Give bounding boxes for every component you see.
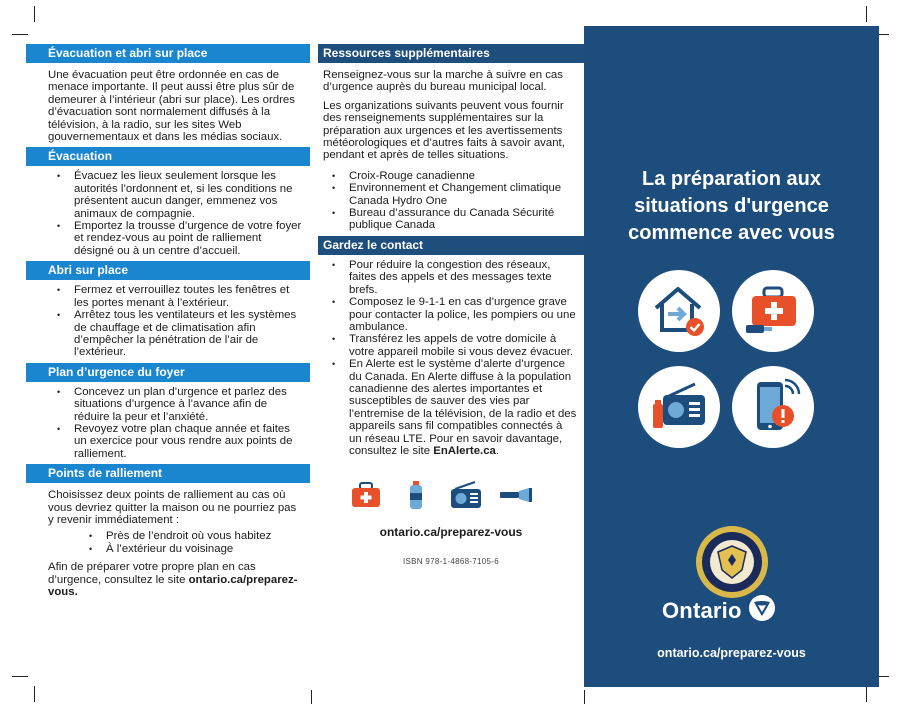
flashlight-icon [498,480,534,510]
cover-url[interactable]: ontario.ca/preparez-vous [657,646,806,660]
supplies-icon-row [318,461,584,511]
website-url[interactable]: ontario.ca/preparez-vous [379,525,523,540]
isbn: ISBN 978-1-4868-7105-6 [403,557,499,567]
list-item: • Transférez les appels de votre domicile à votre appareil mobile si vous devez évacuer. [349,333,578,358]
section-heading-plan: Plan d’urgence du foyer [26,363,310,382]
list-item: • Évacuez les lieux seulement lorsque les autorités l’ordonnent et, si les conditions ne présentent aucun danger, emmenez vos animaux de compagnie. [74,170,304,220]
cover-title-line: commence avec vous [628,222,835,244]
first-aid-kit-icon [348,480,384,510]
crop-mark [34,686,35,702]
abri-list [26,280,310,362]
crop-mark [866,686,867,702]
trillium-icon [748,594,776,627]
evacuation-abri-text: Une évacuation peut être ordonnée en cas de menace importante. Il peut aussi être plus sûr de demeurer à l’intérieur (abri sur place). Les ordres d’évacuation sont normalement diffusés à la télévision, à la radio, sur les sites Web gouvernementaux et dans les médias sociaux. [48,69,295,144]
cover-title-line: situations d'urgence [634,195,829,217]
column-middle [318,44,584,566]
crop-mark [34,6,35,22]
radio-icon [448,480,484,510]
ressources-p2: Les organizations suivants peuvent vous fournir des renseignements supplémentaires sur la préparation aux urgences et les avertissements météorologiques et d’autres faits à savoir avant, pendant et après de telles situations. [323,99,565,162]
points-list [26,530,310,559]
list-item: • Croix-Rouge canadienne [349,170,578,182]
ontario-wordmark: Ontario [662,597,742,623]
fold-mark [584,690,585,704]
enalerte-text: En Alerte est le système d’alerte d’urgence du Canada. En Alerte diffuse à la population canadienne des alertes importantes et susceptibles de sauver des vies par l’entremise de la télévision, de la radio et des appareils sans fil compatibles connectés à un réseau LTE. Pour en savoir davantage, consultez le site [349,358,577,457]
evacuation-list [26,166,310,261]
water-bottle-icon [398,480,434,510]
first-aid-kit-icon [732,270,814,352]
list-item: • Bureau d’assurance du Canada Sécurité publique Canada [349,207,578,232]
enalerte-link[interactable]: EnAlerte.ca [433,444,496,457]
list-item: • À l’extérieur du voisinage [106,543,304,555]
list-item: • Revoyez votre plan chaque année et faites un exercice pour vous rendre aux points de ralliement. [74,423,304,460]
radio-icon [638,366,720,448]
cover-title-line: La préparation aux [642,168,821,190]
section-heading-evacuation-abri: Évacuation et abri sur place [26,44,310,63]
plan-list [26,382,310,464]
section-heading-ressources: Ressources supplémentaires [318,44,584,63]
list-item: • Composez le 9-1-1 en cas d’urgence grave pour contacter la police, les pompiers ou une ambulance. [349,296,578,333]
list-item: • Arrêtez tous les ventilateurs et les systèmes de chauffage et de climatisation afin d’empêcher la pénétration de l’air de l’extérieur. [74,309,304,359]
ontario-crest-logo [694,524,770,600]
points-outro [26,559,310,602]
list-item: • Pour réduire la congestion des réseaux, faites des appels et des messages texte brefs. [349,259,578,296]
crop-mark [12,34,28,35]
cover-title [584,166,879,247]
contact-list [318,255,584,462]
cover-panel [584,26,879,687]
ressources-p1: Renseignez-vous sur la marche à suivre en cas d’urgence auprès du bureau municipal local. [323,69,563,94]
column-left [26,44,310,602]
list-item: • Emportez la trousse d’urgence de votre foyer et rendez-vous au point de ralliement désigné ou à un centre d’accueil. [74,220,304,257]
list-item: • Environnement et Changement climatique Canada Hydro One [349,182,578,207]
points-outro-link[interactable]: ontario.ca/preparez-vous. [48,573,298,598]
list-item: • Concevez un plan d’urgence et parlez des situations d’urgence à l’avance afin de réduire la peur et l’anxiété. [74,386,304,423]
crop-mark [866,6,867,22]
crop-mark [12,676,28,677]
list-item [349,358,578,457]
list-item: • Fermez et verrouillez toutes les fenêtres et les portes menant à l’extérieur. [74,284,304,309]
enalerte-tail: . [495,444,500,457]
section-heading-points: Points de ralliement [26,464,310,483]
house-evacuation-icon [638,270,720,352]
points-intro: Choisissez deux points de ralliement au cas où vous devriez quitter la maison ou ne pourriez pas y revenir immédiatement : [48,489,297,526]
section-heading-contact: Gardez le contact [318,236,584,255]
ressources-list [318,166,584,236]
ontario-brand [662,594,776,627]
section-heading-evacuation: Évacuation [26,147,310,166]
section-heading-abri: Abri sur place [26,261,310,280]
phone-alert-icon [732,366,814,448]
list-item: • Près de l’endroit où vous habitez [106,530,304,542]
points-outro-text: Afin de préparer votre propre plan en cas d’urgence, consultez le site [48,561,256,586]
fold-mark [311,690,312,704]
